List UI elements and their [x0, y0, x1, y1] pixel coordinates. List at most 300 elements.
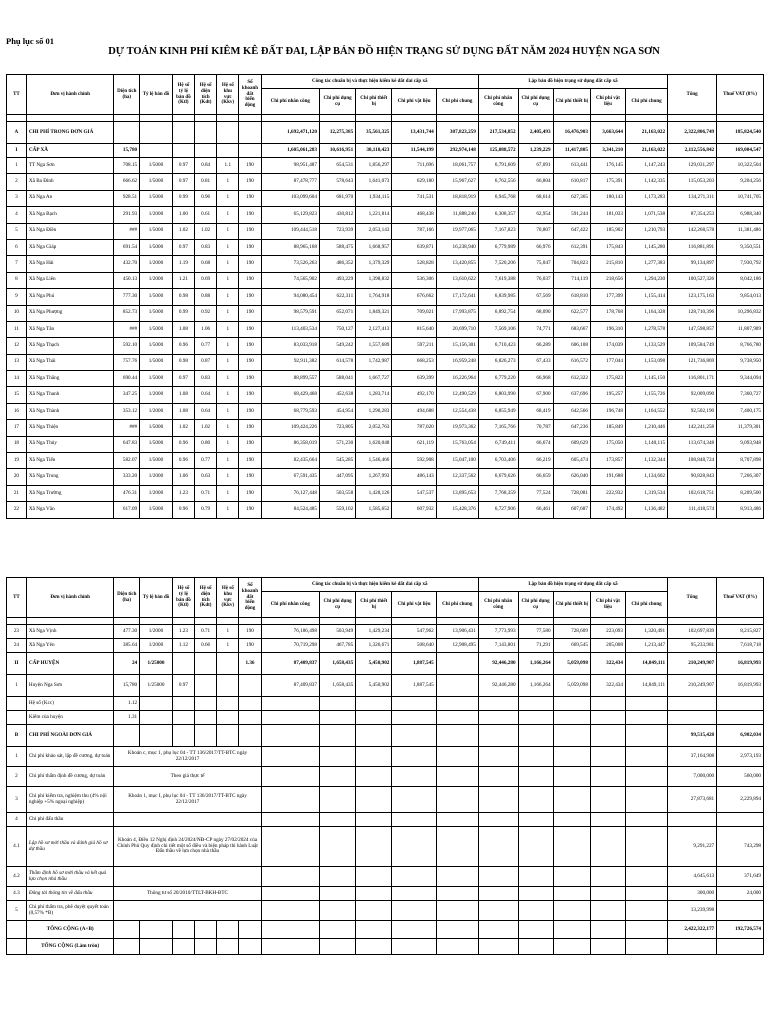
- table-cell: 613,441: [553, 158, 590, 174]
- header-tools-a: Chi phí dụng cụ: [319, 89, 355, 115]
- table-cell: [261, 697, 319, 711]
- table-cell: 92,446,280: [478, 653, 518, 675]
- table-cell: 1/2000: [140, 469, 173, 485]
- table-cell: 1: [217, 485, 239, 501]
- table-cell: [195, 144, 217, 158]
- table-cell: [553, 725, 590, 747]
- empty-cell: [172, 939, 194, 955]
- table-cell: 102,618,751: [668, 485, 717, 501]
- table-cell: 7,400,175: [717, 403, 764, 419]
- table-cell: 217,534,852: [478, 122, 518, 144]
- table-cell: 0.92: [195, 305, 217, 321]
- table-cell: Xã Nga Thủy: [26, 436, 114, 452]
- table-cell: 11,381,486: [717, 223, 764, 239]
- table-cell: ###: [114, 223, 140, 239]
- appendix-label: Phụ lục số 01: [6, 36, 54, 46]
- table-cell: 62,954: [518, 207, 553, 223]
- table-cell: 7,360,727: [717, 387, 764, 403]
- table-cell: 1: [217, 256, 239, 272]
- table-cell: 67,900: [518, 387, 553, 403]
- table-cell: 11: [7, 321, 27, 337]
- table-cell: 6,779,989: [478, 239, 518, 255]
- table-cell: 99,515,428: [668, 725, 717, 747]
- table-cell: 728,081: [553, 485, 590, 501]
- item-total: 37,164,908: [668, 747, 717, 767]
- header-vat: Thuế VAT (8%): [717, 578, 764, 618]
- spacer-cell: [553, 115, 590, 122]
- table-cell: 11,544,199: [392, 144, 436, 158]
- table-cell: 1/2000: [140, 207, 173, 223]
- table-cell: 8,215,827: [717, 625, 764, 639]
- table-cell: 21: [7, 485, 27, 501]
- table-cell: [261, 711, 319, 725]
- table-cell: 0.96: [172, 453, 194, 469]
- item-vat: 560,000: [717, 767, 764, 787]
- table-cell: 637,696: [553, 387, 590, 403]
- item-legal-basis: [114, 901, 261, 921]
- table-cell: 6,762,556: [478, 174, 518, 190]
- item-legal-basis: Thông tư số 20/2010/TTLT-BKH-BTC: [114, 887, 261, 901]
- table-cell: 35,561,325: [356, 122, 392, 144]
- item-vat: 743,298: [717, 827, 764, 867]
- empty-cell: [239, 921, 261, 939]
- table-cell: 76,127,448: [261, 485, 319, 501]
- table-cell: 7,167,823: [478, 223, 518, 239]
- header-vat: Thuế VAT (8%): [717, 75, 764, 115]
- table-cell: 704,823: [553, 256, 590, 272]
- table-cell: Xã Nga Thành: [26, 403, 114, 419]
- table-cell: 17,172,641: [436, 289, 478, 305]
- table-cell: 70,807: [518, 223, 553, 239]
- table-cell: 3,663,644: [590, 122, 625, 144]
- header-tools-a: Chi phí dụng cụ: [319, 592, 355, 618]
- table-row: [7, 420, 764, 436]
- table-cell: 1,134,602: [625, 469, 667, 485]
- table-cell: 113,403,534: [261, 321, 319, 337]
- table-cell: 3: [7, 190, 27, 206]
- item-legal-basis: [114, 867, 261, 887]
- table-cell: 76,186,498: [261, 625, 319, 639]
- item-total: 9,291,227: [668, 827, 717, 867]
- empty-cell: [356, 901, 392, 921]
- cost-item-row: [7, 787, 764, 813]
- table-cell: 16,238,940: [436, 239, 478, 255]
- table-cell: [114, 725, 140, 747]
- table-cell: 116,881,891: [668, 239, 717, 255]
- header-tt: TT: [7, 578, 27, 618]
- table-cell: 9,854,013: [717, 289, 764, 305]
- table-cell: 607,932: [392, 502, 436, 518]
- item-number: 3: [7, 787, 27, 813]
- table-cell: 180,143: [590, 190, 625, 206]
- table-cell: [239, 711, 261, 725]
- table-cell: 10,322,504: [717, 158, 764, 174]
- table-cell: 536,306: [392, 272, 436, 288]
- table-cell: Xã Nga An: [26, 190, 114, 206]
- table-row: [7, 239, 764, 255]
- table-cell: 125,088,572: [478, 144, 518, 158]
- empty-cell: [590, 939, 625, 955]
- table-cell: Xã Nga Điền: [26, 223, 114, 239]
- table-cell: 0.98: [172, 289, 194, 305]
- table-cell: 1.23: [172, 485, 194, 501]
- table-cell: 1,145,280: [625, 239, 667, 255]
- spacer-cell: [319, 115, 355, 122]
- table-cell: 492,170: [392, 387, 436, 403]
- table-cell: 618,810: [553, 289, 590, 305]
- table-cell: 1/2000: [140, 387, 173, 403]
- table-cell: Xã Nga Giáp: [26, 239, 114, 255]
- empty-cell: [356, 887, 392, 901]
- empty-cell: [478, 887, 518, 901]
- table-cell: 1,267,993: [356, 469, 392, 485]
- table-cell: 1: [217, 469, 239, 485]
- table-cell: 7: [7, 256, 27, 272]
- header-equip-a: Chi phí thiết bị: [356, 89, 392, 115]
- table-cell: 175,050: [590, 436, 625, 452]
- table-cell: 1/25000: [140, 653, 173, 675]
- table-cell: 7,569,106: [478, 321, 518, 337]
- spacer-cell: [590, 618, 625, 625]
- table-cell: [668, 697, 717, 711]
- table-cell: [625, 725, 667, 747]
- table-cell: 6,945,768: [478, 190, 518, 206]
- table-cell: 6,679,626: [478, 469, 518, 485]
- table-cell: 1,140,115: [625, 436, 667, 452]
- table-cell: 1/5000: [140, 305, 173, 321]
- table-cell: 19,977,065: [436, 223, 478, 239]
- table-cell: 13,906,431: [436, 625, 478, 639]
- table-cell: 66,804: [518, 174, 553, 190]
- table-cell: 5,059,098: [553, 675, 590, 697]
- table-cell: 16,476,903: [553, 122, 590, 144]
- table-cell: 1/5000: [140, 436, 173, 452]
- empty-cell: [392, 887, 436, 901]
- table-cell: 0.81: [195, 174, 217, 190]
- table-cell: 1: [217, 305, 239, 321]
- table-cell: 1/5000: [140, 239, 173, 255]
- table-cell: 757.76: [114, 354, 140, 370]
- table-cell: 13,420,855: [436, 256, 478, 272]
- table-cell: 1.08: [172, 403, 194, 419]
- table-cell: 12,490,529: [436, 387, 478, 403]
- table-cell: 750,127: [319, 321, 355, 337]
- table-cell: [590, 725, 625, 747]
- empty-cell: [590, 827, 625, 867]
- table-cell: 1.36: [239, 653, 261, 675]
- table-cell: 1: [217, 321, 239, 337]
- table-cell: 1: [217, 207, 239, 223]
- table-cell: 8,707,898: [717, 453, 764, 469]
- table-cell: [319, 697, 355, 711]
- item-vat: 24,000: [717, 887, 764, 901]
- cost-item-row: [7, 827, 764, 867]
- table-cell: 95,233,981: [668, 639, 717, 653]
- table-cell: 1/5000: [140, 190, 173, 206]
- table-cell: 545,285: [319, 453, 355, 469]
- table-cell: 1.02: [195, 420, 217, 436]
- table-cell: [217, 725, 239, 747]
- spacer-cell: [114, 618, 140, 625]
- item-number: 2: [7, 767, 27, 787]
- table-cell: 1: [217, 289, 239, 305]
- table-row: [7, 256, 764, 272]
- table-cell: 606,108: [553, 338, 590, 354]
- table-cell: 291.93: [114, 207, 140, 223]
- table-cell: 711,696: [392, 158, 436, 174]
- table-cell: 592,908: [392, 453, 436, 469]
- table-cell: B: [7, 725, 27, 747]
- table-cell: II: [7, 653, 27, 675]
- table-cell: Xã Nga Vịnh: [26, 625, 114, 639]
- empty-cell: [356, 867, 392, 887]
- header-labor-b: Chi phí nhân công: [478, 89, 518, 115]
- table-cell: 2: [7, 174, 27, 190]
- table-cell: 1,320,491: [625, 625, 667, 639]
- grand-total-value: 2,422,322,177: [668, 921, 717, 939]
- empty-cell: [114, 921, 140, 939]
- empty-cell: [478, 939, 518, 955]
- table-cell: [590, 711, 625, 725]
- empty-cell: [356, 747, 392, 767]
- table-cell: 6,892,754: [478, 305, 518, 321]
- spacer-cell: [625, 115, 667, 122]
- table-cell: 0.99: [172, 190, 194, 206]
- table-cell: 612,322: [553, 371, 590, 387]
- table-cell: 1/2000: [140, 403, 173, 419]
- table-cell: 92,446,280: [478, 675, 518, 697]
- spacer-cell: [392, 115, 436, 122]
- table-cell: 185,849: [590, 420, 625, 436]
- empty-cell: [553, 887, 590, 901]
- document-title: DỰ TOÁN KINH PHÍ KIÊM KÊ ĐẤT ĐAI, LẬP BẢN ĐỒ HIỆN TRẠNG SỬ DỤNG ĐẤT NĂM 2024 HUYỆN NGA SƠN: [108, 46, 660, 57]
- item-name: Chi phí thẩm tra, phê duyệt quyết toán (0,57% *B): [26, 901, 114, 921]
- table-cell: 2,053,143: [356, 223, 392, 239]
- table-row: [7, 653, 764, 675]
- table-cell: Xã Nga Tân: [26, 321, 114, 337]
- table-cell: 190: [239, 485, 261, 501]
- table-row: [7, 338, 764, 354]
- table-row: [7, 436, 764, 452]
- table-cell: 66,289: [518, 338, 553, 354]
- table-cell: 94,080,454: [261, 289, 319, 305]
- table-cell: 592.10: [114, 338, 140, 354]
- empty-cell: [195, 939, 217, 955]
- table-cell: 218,656: [590, 272, 625, 288]
- table-cell: 191,688: [590, 469, 625, 485]
- empty-cell: [392, 747, 436, 767]
- table-cell: 121,736,869: [668, 354, 717, 370]
- table-cell: 190: [239, 436, 261, 452]
- header-mat-b: Chi phí vật liệu: [590, 592, 625, 618]
- table-cell: 322,434: [590, 675, 625, 697]
- table-cell: 0.96: [172, 502, 194, 518]
- spacer-cell: [668, 618, 717, 625]
- header-k-scale: Hệ số tỷ lệ bản đồ (Ktl): [172, 578, 194, 618]
- table-cell: 87,354,253: [668, 207, 717, 223]
- table-cell: 11,888,240: [436, 207, 478, 223]
- empty-cell: [478, 787, 518, 813]
- table-cell: 691.54: [114, 239, 140, 255]
- spacer-cell: [261, 618, 319, 625]
- table-cell: 116,801,171: [668, 371, 717, 387]
- table-cell: 610,817: [553, 174, 590, 190]
- table-cell: 109,584,749: [668, 338, 717, 354]
- table-cell: 1: [217, 174, 239, 190]
- table-cell: 87,478,777: [261, 174, 319, 190]
- empty-cell: [392, 939, 436, 955]
- empty-cell: [217, 939, 239, 955]
- table-cell: 87,409,837: [261, 653, 319, 675]
- table-cell: 142,268,578: [668, 223, 717, 239]
- table-cell: 215,810: [590, 256, 625, 272]
- table-cell: 621,119: [392, 436, 436, 452]
- empty-cell: [319, 747, 355, 767]
- empty-cell: [195, 921, 217, 939]
- spacer-cell: [590, 115, 625, 122]
- table-cell: 90,828,843: [668, 469, 717, 485]
- table-cell: 6,855,949: [478, 403, 518, 419]
- table-cell: 15,763,054: [436, 436, 478, 452]
- table-cell: 7,619,388: [478, 272, 518, 288]
- table-cell: 6,839,985: [478, 289, 518, 305]
- table-cell: 1: [217, 272, 239, 288]
- table-cell: 9,204,256: [717, 174, 764, 190]
- table-cell: 83,033,918: [261, 338, 319, 354]
- table-cell: 75,047: [518, 256, 553, 272]
- item-vat: 371,649: [717, 867, 764, 887]
- empty-cell: [392, 787, 436, 813]
- table-cell: 190: [239, 420, 261, 436]
- table-cell: 68,090: [518, 305, 553, 321]
- empty-cell: [356, 787, 392, 813]
- empty-cell: [392, 827, 436, 867]
- item-total: 27,873,681: [668, 787, 717, 813]
- table-cell: 454,954: [319, 403, 355, 419]
- table-cell: 6,826,273: [478, 354, 518, 370]
- table-cell: 1,326,671: [356, 639, 392, 653]
- table-cell: 11,379,301: [717, 420, 764, 436]
- table-cell: 1,319,534: [625, 485, 667, 501]
- table-cell: [392, 711, 436, 725]
- empty-cell: [436, 747, 478, 767]
- table-cell: Xã Nga Liên: [26, 272, 114, 288]
- item-number: 5: [7, 901, 27, 921]
- header-parcel-count: Số khoanh đất biến động: [239, 75, 261, 115]
- table-cell: 1/2000: [140, 272, 173, 288]
- table-cell: 1,605,061,283: [261, 144, 319, 158]
- empty-cell: [478, 867, 518, 887]
- table-cell: 728,609: [553, 625, 590, 639]
- empty-cell: [261, 767, 319, 787]
- table-cell: 578,643: [319, 174, 355, 190]
- table-cell: 1.23: [172, 625, 194, 639]
- table-cell: 1/2000: [140, 625, 173, 639]
- table-cell: 477.30: [114, 625, 140, 639]
- empty-cell: [261, 901, 319, 921]
- table-cell: 11,417,805: [553, 144, 590, 158]
- spacer-cell: [140, 618, 173, 625]
- table-cell: 190: [239, 190, 261, 206]
- table-cell: 12,554,438: [436, 403, 478, 419]
- empty-cell: [518, 887, 553, 901]
- table-cell: 113,674,348: [668, 436, 717, 452]
- spacer-cell: [261, 115, 319, 122]
- table-cell: [140, 122, 173, 144]
- table-cell: 0.97: [172, 239, 194, 255]
- spacer-cell: [239, 115, 261, 122]
- table-cell: 185,902: [590, 223, 625, 239]
- empty-cell: [114, 939, 140, 955]
- table-cell: 1.21: [172, 272, 194, 288]
- table-row: [7, 144, 764, 158]
- table-cell: 6,988,340: [717, 207, 764, 223]
- table-cell: 10,616,951: [319, 144, 355, 158]
- empty-cell: [518, 901, 553, 921]
- table-cell: 19: [7, 453, 27, 469]
- table-cell: 5,450,902: [356, 653, 392, 675]
- table-cell: 1: [217, 639, 239, 653]
- table-cell: [239, 122, 261, 144]
- spacer-cell: [26, 115, 114, 122]
- item-legal-basis: Khoản c, mục 1, phụ lục 04 - TT 136/2017/TT-BTC ngày 22/12/2017: [114, 747, 261, 767]
- empty-cell: [518, 747, 553, 767]
- header-common-b: Chi phí chung: [625, 592, 667, 618]
- table-cell: 1,546,466: [356, 453, 392, 469]
- table-cell: 12: [7, 338, 27, 354]
- table-cell: 6,902,034: [717, 725, 764, 747]
- table-cell: 307,823,259: [436, 122, 478, 144]
- table-cell: 723,805: [319, 420, 355, 436]
- table-cell: 450.13: [114, 272, 140, 288]
- table-cell: 1.08: [172, 321, 194, 337]
- table-cell: [625, 711, 667, 725]
- table-cell: [7, 697, 27, 711]
- empty-cell: [478, 747, 518, 767]
- cost-item-row: [7, 867, 764, 887]
- table-cell: Hệ số (Kcc): [26, 697, 114, 711]
- header-labor-b: Chi phí nhân công: [478, 592, 518, 618]
- empty-cell: [140, 939, 173, 955]
- table-cell: 1,557,689: [356, 338, 392, 354]
- table-cell: 1,278,578: [625, 321, 667, 337]
- table-cell: 16,226,964: [436, 371, 478, 387]
- table-cell: 8: [7, 272, 27, 288]
- table-cell: 190: [239, 453, 261, 469]
- table-cell: [217, 122, 239, 144]
- empty-cell: [436, 767, 478, 787]
- table-cell: 0.68: [195, 256, 217, 272]
- table-cell: 676,662: [392, 289, 436, 305]
- table-cell: 30,110,423: [356, 144, 392, 158]
- empty-cell: [436, 813, 478, 827]
- header-k-region: Hệ số khu vực (Kkv): [217, 578, 239, 618]
- table-cell: 486,352: [319, 256, 355, 272]
- table-cell: 1: [217, 371, 239, 387]
- table-cell: 1,142,335: [625, 174, 667, 190]
- table-cell: 639,871: [392, 239, 436, 255]
- table-cell: 147,598,857: [668, 321, 717, 337]
- table-cell: 1.02: [195, 223, 217, 239]
- item-number: 4.3: [7, 887, 27, 901]
- table-cell: Xã Nga Bạch: [26, 207, 114, 223]
- table-cell: ###: [114, 321, 140, 337]
- empty-cell: [319, 901, 355, 921]
- table-cell: 22: [7, 502, 27, 518]
- table-cell: 0.97: [172, 174, 194, 190]
- table-cell: 1: [217, 190, 239, 206]
- table-cell: 787,166: [392, 223, 436, 239]
